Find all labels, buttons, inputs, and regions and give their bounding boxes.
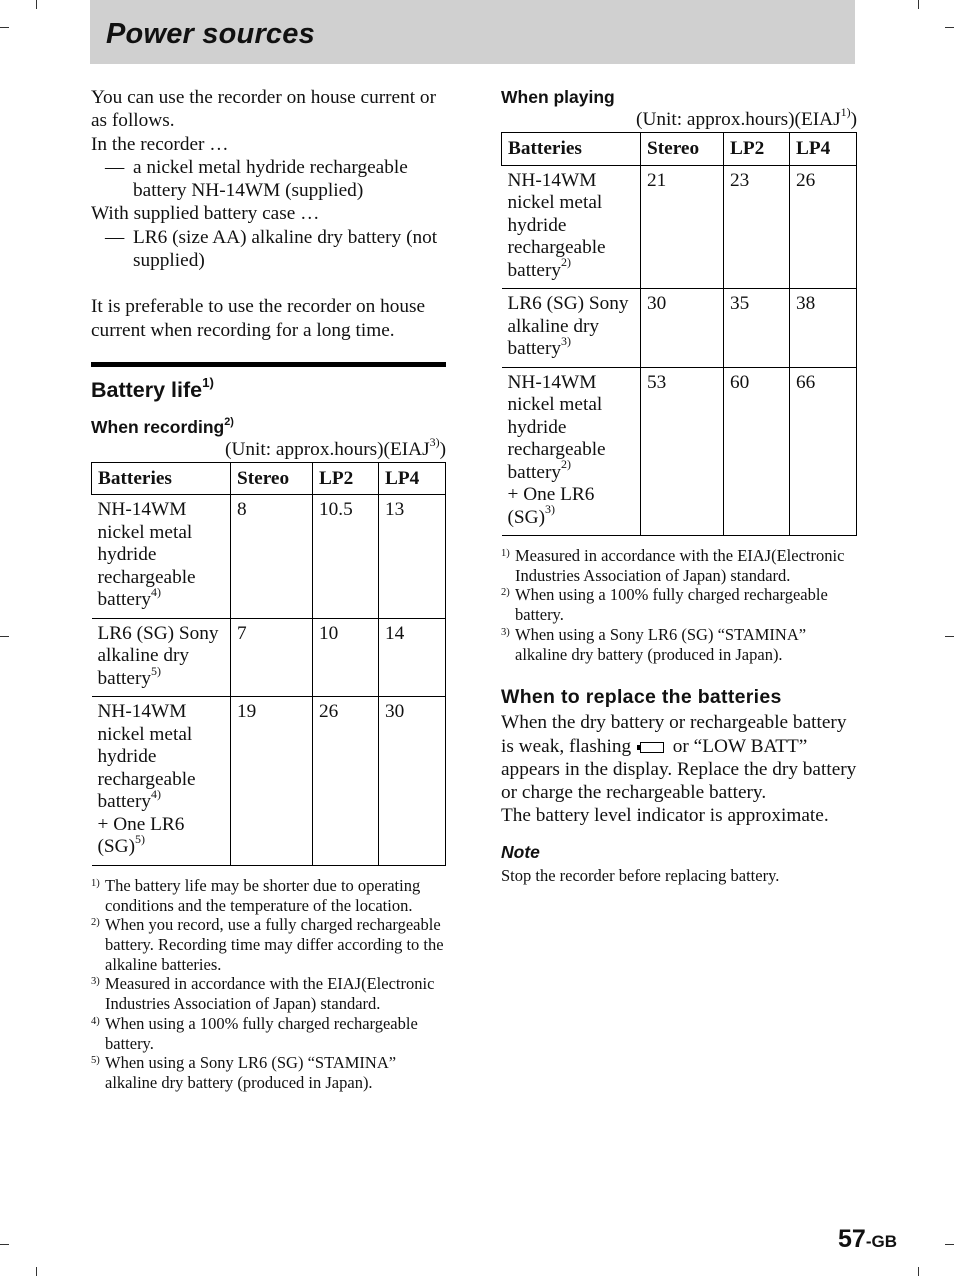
note-text: Stop the recorder before replacing battery. — [501, 865, 780, 885]
stereo-cell: 30 — [641, 289, 724, 368]
lp4-cell: 38 — [790, 289, 857, 368]
dash-item: — a nickel metal hydride rechargeable battery NH-14WM (supplied) — [105, 156, 408, 202]
dash-item: — LR6 (size AA) alkaline dry battery (not supplied) — [105, 226, 438, 272]
crop-mark — [945, 27, 954, 28]
footnotes — [91, 876, 446, 1093]
battery-cell: NH-14WM nickel metal hydride rechargeable battery$^{4)}$ — [92, 495, 231, 619]
title-bar — [90, 0, 855, 64]
playing-table — [501, 132, 857, 536]
replace-heading: When to replace the batteries — [501, 686, 782, 709]
stereo-cell: 7 — [231, 618, 313, 697]
stereo-cell: 19 — [231, 697, 313, 866]
footnote: 2) When you record, use a fully charged rechargeable battery. Recording time may differ according to the alkaline batteries. — [91, 915, 444, 974]
page-number: 57-GB — [838, 1225, 897, 1253]
lp2-cell: 10.5 — [313, 495, 379, 619]
footnotes — [501, 546, 857, 664]
left-column — [91, 86, 446, 1093]
crop-mark — [918, 1267, 919, 1276]
battery-cell: LR6 (SG) Sony alkaline dry battery$^{5)}$ — [92, 618, 231, 697]
crop-mark — [918, 0, 919, 9]
stereo-cell: 8 — [231, 495, 313, 619]
column-header: LP4 — [790, 133, 857, 166]
crop-mark — [36, 0, 37, 9]
footnote: 3) Measured in accordance with the EIAJ(Electronic Industries Association of Japan) standard. — [91, 974, 435, 1014]
table-row — [502, 367, 857, 536]
column-header: LP2 — [724, 133, 790, 166]
table-header-row — [502, 133, 857, 166]
crop-mark — [36, 1267, 37, 1276]
table-header-row — [92, 462, 446, 495]
recording-table — [91, 462, 446, 866]
footnote: 1) The battery life may be shorter due to operating conditions and the temperature of the location. — [91, 875, 421, 915]
lp4-cell: 13 — [379, 495, 446, 619]
column-header: Stereo — [641, 133, 724, 166]
table-row — [502, 289, 857, 368]
lp2-cell: 35 — [724, 289, 790, 368]
replace-text: When the dry battery or rechargeable battery is weak, flashing or “LOW BATT” appears in the display. Replace the dry battery or charge the rechargeable battery. — [501, 712, 857, 804]
lp4-cell: 66 — [790, 367, 857, 536]
battery-cell: NH-14WM nickel metal hydride rechargeable battery$^{4)}$ + One LR6 (SG)$^{5)}$ — [92, 697, 231, 866]
column-header: Batteries — [92, 462, 231, 495]
intro-text: It is preferable to use the recorder on house current when recording for a long time. — [91, 296, 426, 341]
column-header: LP2 — [313, 462, 379, 495]
lp2-cell: 60 — [724, 367, 790, 536]
battery-icon — [640, 742, 664, 753]
lp4-cell: 14 — [379, 618, 446, 697]
footnote: 3) When using a Sony LR6 (SG) “STAMINA” alkaline dry battery (produced in Japan). — [501, 624, 807, 664]
table-row — [502, 165, 857, 289]
intro-text: With supplied battery case … — [91, 203, 320, 225]
note-heading: Note — [501, 841, 540, 862]
lp4-cell: 30 — [379, 697, 446, 866]
page-title: Power sources — [106, 18, 315, 50]
footnote: 4) When using a 100% fully charged rechargeable battery. — [91, 1013, 418, 1053]
battery-cell: NH-14WM nickel metal hydride rechargeable battery$^{2)}$ + One LR6 (SG)$^{3)}$ — [502, 367, 641, 536]
recording-heading: When recording$^{2)}$ — [91, 415, 234, 437]
crop-mark — [0, 27, 9, 28]
column-header: LP4 — [379, 462, 446, 495]
lp2-cell: 26 — [313, 697, 379, 866]
crop-mark — [0, 636, 9, 637]
playing-heading: When playing — [501, 87, 615, 107]
column-header: Stereo — [231, 462, 313, 495]
footnote: 1) Measured in accordance with the EIAJ(Electronic Industries Association of Japan) standard. — [501, 546, 845, 585]
table-row — [92, 618, 446, 697]
unit-note: (Unit: approx.hours)(EIAJ$^{1)}$) — [636, 104, 857, 130]
column-header: Batteries — [502, 133, 641, 166]
table-row — [92, 495, 446, 619]
intro-text: You can use the recorder on house current or as follows. — [91, 87, 436, 132]
crop-mark — [945, 636, 954, 637]
crop-mark — [945, 1244, 954, 1245]
lp2-cell: 10 — [313, 618, 379, 697]
right-column — [501, 86, 857, 885]
stereo-cell: 21 — [641, 165, 724, 289]
replace-text: The battery level indicator is approximate. — [501, 805, 829, 827]
lp2-cell: 23 — [724, 165, 790, 289]
stereo-cell: 53 — [641, 367, 724, 536]
table-row — [92, 697, 446, 866]
battery-cell: NH-14WM nickel metal hydride rechargeable battery$^{2)}$ — [502, 165, 641, 289]
lp4-cell: 26 — [790, 165, 857, 289]
battery-life-heading: Battery life$^{1)}$ — [91, 374, 214, 402]
battery-cell: LR6 (SG) Sony alkaline dry battery$^{3)}$ — [502, 289, 641, 368]
crop-mark — [0, 1244, 9, 1245]
footnote: 2) When using a 100% fully charged rechargeable battery. — [501, 585, 828, 625]
intro-text: In the recorder … — [91, 133, 229, 155]
section-rule — [91, 362, 446, 367]
unit-note: (Unit: approx.hours)(EIAJ$^{3)}$) — [225, 434, 446, 460]
footnote: 5) When using a Sony LR6 (SG) “STAMINA” alkaline dry battery (produced in Japan). — [91, 1053, 397, 1092]
